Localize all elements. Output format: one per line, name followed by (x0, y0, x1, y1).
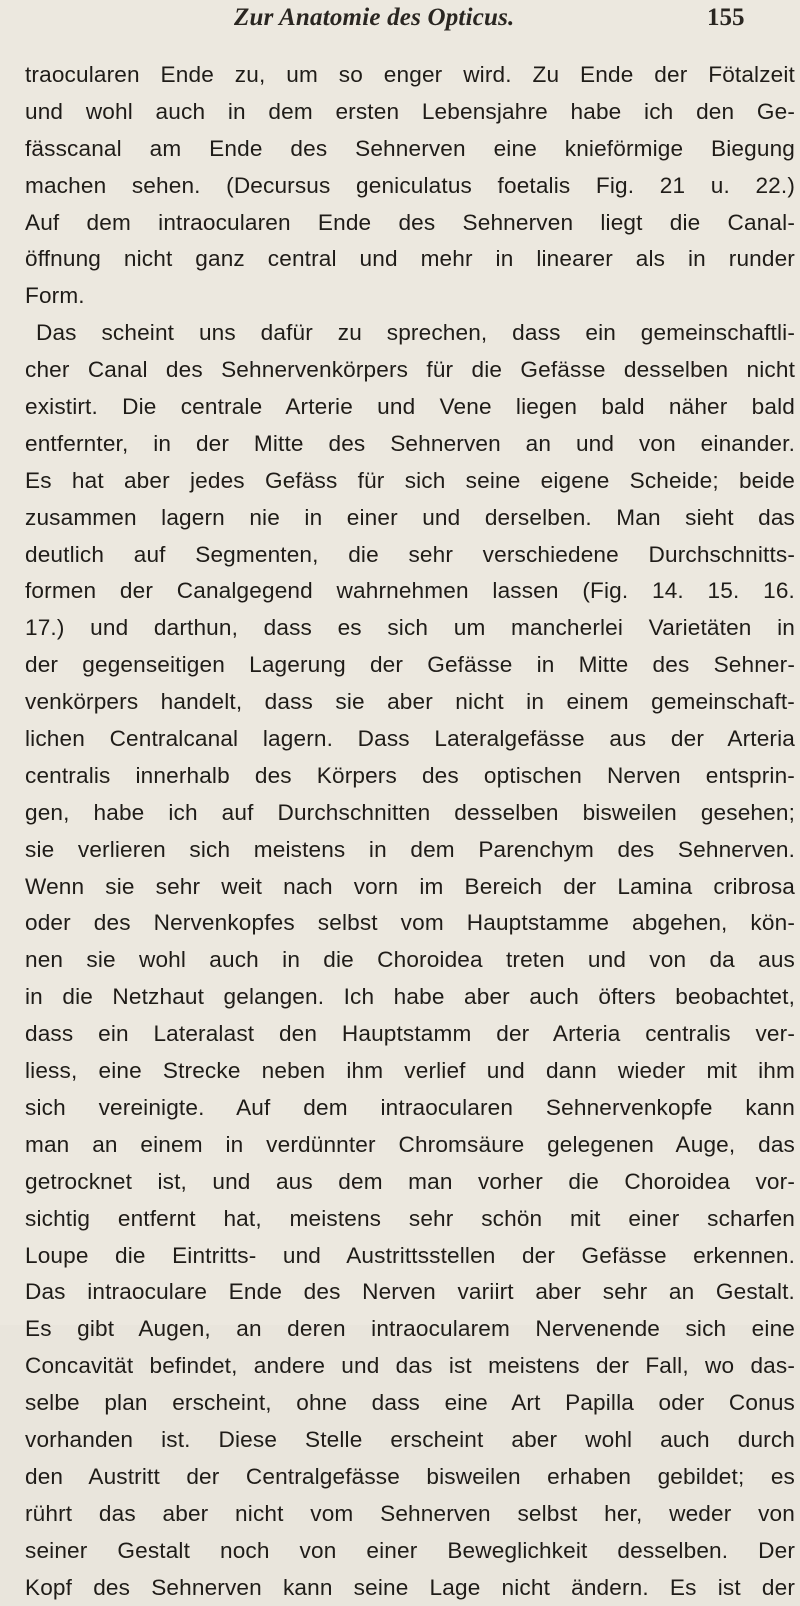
text-line: Loupe die Eintritts- und Austrittsstellen der Gefässe erkennen. (25, 1242, 795, 1268)
text-line: gen, habe ich auf Durchschnitten desselben bisweilen gesehen; (25, 799, 795, 825)
text-line: Wenn sie sehr weit nach vorn im Bereich der Lamina cribrosa (25, 873, 795, 899)
running-title: Zur Anatomie des Opticus. (234, 4, 515, 31)
page-number: 155 (707, 4, 745, 31)
text-line: centralis innerhalb des Körpers des optischen Nerven entsprin- (25, 762, 795, 788)
text-line: deutlich auf Segmenten, die sehr verschiedene Durchschnitts- (25, 541, 795, 567)
text-line: existirt. Die centrale Arterie und Vene liegen bald näher bald (25, 394, 795, 420)
text-line: zusammen lagern nie in einer und derselben. Man sieht das (25, 504, 795, 530)
text-line: Das scheint uns dafür zu sprechen, dass ein gemeinschaftli- (36, 320, 795, 346)
text-line: nen sie wohl auch in die Choroidea treten und von da aus (25, 947, 795, 973)
text-line: Concavität befindet, andere und das ist meistens der Fall, wo das- (25, 1353, 795, 1379)
body-text (25, 57, 795, 1606)
text-line: oder des Nervenkopfes selbst vom Hauptstamme abgehen, kön- (25, 910, 795, 936)
text-line: in die Netzhaut gelangen. Ich habe aber auch öfters beobachtet, (25, 984, 795, 1010)
text-line: sich vereinigte. Auf dem intraocularen Sehnervenkopfe kann (25, 1094, 795, 1120)
text-line: Kopf des Sehnerven kann seine Lage nicht ändern. Es ist der (25, 1574, 795, 1600)
text-line: rührt das aber nicht vom Sehnerven selbst her, weder von (25, 1500, 795, 1526)
text-line: getrocknet ist, und aus dem man vorher die Choroidea vor- (25, 1168, 795, 1194)
text-line: selbe plan erscheint, ohne dass eine Art Papilla oder Conus (25, 1390, 795, 1416)
text-line: und wohl auch in dem ersten Lebensjahre habe ich den Ge- (25, 98, 795, 124)
text-line: sichtig entfernt hat, meistens sehr schön mit einer scharfen (25, 1205, 795, 1231)
text-line: der gegenseitigen Lagerung der Gefässe in Mitte des Sehner- (25, 652, 795, 678)
text-line: liess, eine Strecke neben ihm verlief und dann wieder mit ihm (25, 1058, 795, 1084)
text-line: traocularen Ende zu, um so enger wird. Zu Ende der Fötalzeit (25, 62, 795, 87)
running-head (0, 4, 800, 44)
text-line: vorhanden ist. Diese Stelle erscheint aber wohl auch durch (25, 1426, 795, 1452)
text-line: sie verlieren sich meistens in dem Parenchym des Sehnerven. (25, 836, 795, 862)
text-line: machen sehen. (Decursus geniculatus foetalis Fig. 21 u. 22.) (25, 172, 795, 198)
text-line: Es hat aber jedes Gefäss für sich seine eigene Scheide; beide (25, 467, 795, 493)
text-line: öffnung nicht ganz central und mehr in linearer als in runder (25, 246, 795, 272)
text-line: 17.) und darthun, dass es sich um mancherlei Varietäten in (25, 615, 795, 641)
text-line: fässcanal am Ende des Sehnerven eine knieförmige Biegung (25, 135, 795, 161)
text-line: den Austritt der Centralgefässe bisweilen erhaben gebildet; es (25, 1463, 795, 1489)
text-line: formen der Canalgegend wahrnehmen lassen (Fig. 14. 15. 16. (25, 578, 795, 604)
text-line: man an einem in verdünnter Chromsäure gelegenen Auge, das (25, 1131, 795, 1157)
text-line: Es gibt Augen, an deren intraocularem Nervenende sich eine (25, 1316, 795, 1342)
text-line: entfernter, in der Mitte des Sehnerven an und von einander. (25, 430, 795, 456)
text-line: Form. (25, 283, 85, 309)
text-line: Das intraoculare Ende des Nerven variirt aber sehr an Gestalt. (25, 1279, 795, 1305)
text-line: lichen Centralcanal lagern. Dass Lateralgefässe aus der Arteria (25, 726, 795, 752)
text-line: seiner Gestalt noch von einer Beweglichkeit desselben. Der (25, 1537, 795, 1563)
text-line: Auf dem intraocularen Ende des Sehnerven liegt die Canal- (25, 209, 795, 235)
text-line: cher Canal des Sehnervenkörpers für die Gefässe desselben nicht (25, 357, 795, 383)
text-line: venkörpers handelt, dass sie aber nicht in einem gemeinschaft- (25, 689, 795, 715)
text-line: dass ein Lateralast den Hauptstamm der Arteria centralis ver- (25, 1021, 795, 1047)
